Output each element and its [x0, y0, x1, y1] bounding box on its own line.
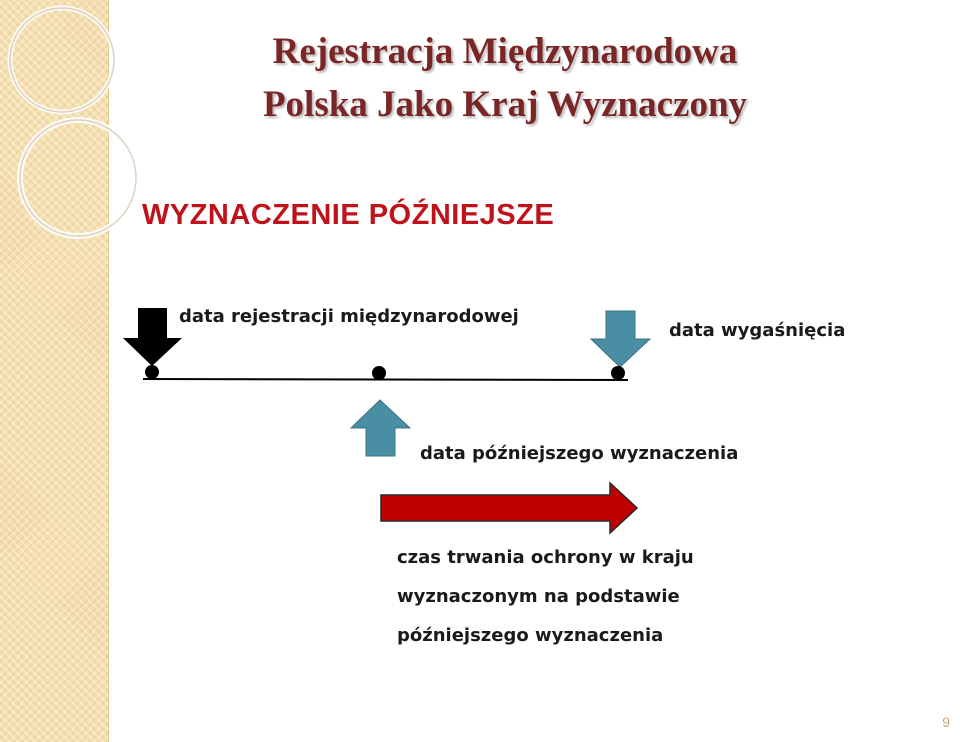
timeline-point-later-designation — [372, 366, 386, 380]
timeline-point-registration — [145, 365, 159, 379]
slide-subtitle: WYZNACZENIE PÓŹNIEJSZE — [142, 199, 555, 231]
protection-duration-line1: czas trwania ochrony w kraju — [397, 547, 694, 568]
registration-arrow-down-icon — [123, 308, 182, 366]
protection-duration-line2: wyznaczonym na podstawie — [397, 586, 680, 607]
timeline-line — [143, 379, 628, 380]
expiry-arrow-down-icon — [591, 311, 650, 367]
later-designation-date-label: data późniejszego wyznaczenia — [420, 443, 739, 464]
later-designation-arrow-up-icon — [351, 400, 410, 456]
registration-date-label: data rejestracji międzynarodowej — [179, 306, 519, 327]
page-number: 9 — [942, 714, 950, 730]
expiry-date-label: data wygaśnięcia — [669, 320, 846, 341]
slide-title-line1: Rejestracja Międzynarodowa — [272, 31, 738, 72]
timeline-point-expiry — [611, 366, 625, 380]
protection-duration-line3: późniejszego wyznaczenia — [397, 625, 664, 646]
slide-title-line2: Polska Jako Kraj Wyznaczony — [262, 84, 748, 125]
protection-duration-arrow-right-icon — [381, 483, 637, 533]
